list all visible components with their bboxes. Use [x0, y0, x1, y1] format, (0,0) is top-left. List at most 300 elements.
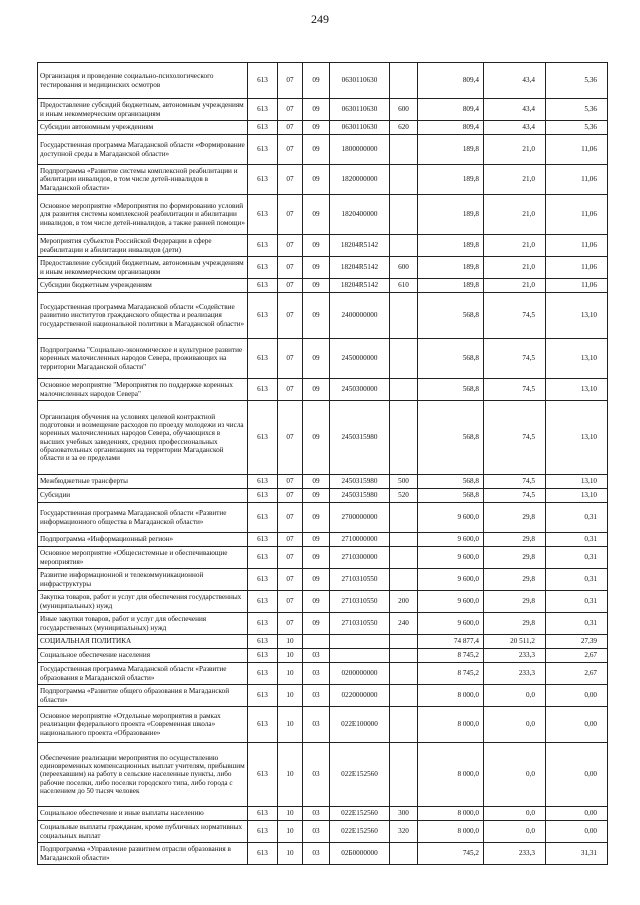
cell-csr: 022E152560 — [330, 821, 390, 843]
cell-g: 613 — [248, 591, 278, 613]
cell-b: 74,5 — [484, 401, 546, 475]
cell-name: Основное мероприятие «Общесистемные и обеспечивающие мероприятия» — [38, 547, 248, 569]
cell-a: 9 600,0 — [418, 547, 484, 569]
cell-s: 10 — [278, 843, 303, 865]
cell-c: 5,36 — [546, 99, 608, 121]
cell-name: СОЦИАЛЬНАЯ ПОЛИТИКА — [38, 635, 248, 649]
cell-p: 03 — [303, 649, 330, 663]
cell-s: 07 — [278, 613, 303, 635]
cell-c: 0,00 — [546, 707, 608, 743]
cell-name: Предоставление субсидий бюджетным, автономным учреждениям и иным некоммерческим организациям — [38, 257, 248, 279]
cell-a: 9 600,0 — [418, 569, 484, 591]
cell-g: 613 — [248, 293, 278, 339]
cell-name: Подпрограмма «Управление развитием отрасли образования в Магаданской области» — [38, 843, 248, 865]
cell-csr: 022E152560 — [330, 807, 390, 821]
table-row — [38, 503, 608, 533]
cell-vr — [390, 293, 418, 339]
cell-c: 0,00 — [546, 743, 608, 807]
cell-s: 07 — [278, 293, 303, 339]
cell-vr — [390, 401, 418, 475]
cell-vr — [390, 503, 418, 533]
cell-s: 10 — [278, 821, 303, 843]
cell-csr: 0200000000 — [330, 663, 390, 685]
table-row — [38, 569, 608, 591]
table-row — [38, 293, 608, 339]
cell-a: 9 600,0 — [418, 503, 484, 533]
cell-a: 8 745,2 — [418, 649, 484, 663]
cell-name: Подпрограмма «Развитие общего образования в Магаданской области» — [38, 685, 248, 707]
cell-b: 29,8 — [484, 547, 546, 569]
cell-a: 9 600,0 — [418, 591, 484, 613]
cell-c: 0,31 — [546, 591, 608, 613]
cell-a: 74 877,4 — [418, 635, 484, 649]
cell-g: 613 — [248, 821, 278, 843]
table-row — [38, 279, 608, 293]
cell-vr — [390, 235, 418, 257]
cell-name: Социальное обеспечение населения — [38, 649, 248, 663]
cell-s: 07 — [278, 135, 303, 165]
cell-vr: 520 — [390, 489, 418, 503]
cell-csr: 1800000000 — [330, 135, 390, 165]
cell-name: Закупка товаров, работ и услуг для обеспечения государственных (муниципальных) нужд — [38, 591, 248, 613]
cell-csr: 2450315980 — [330, 475, 390, 489]
cell-p: 09 — [303, 257, 330, 279]
cell-csr: 18204R5142 — [330, 235, 390, 257]
table-row — [38, 807, 608, 821]
cell-csr: 2450000000 — [330, 339, 390, 379]
cell-b: 74,5 — [484, 293, 546, 339]
cell-vr — [390, 63, 418, 99]
cell-g: 613 — [248, 807, 278, 821]
cell-csr: 0220000000 — [330, 685, 390, 707]
cell-b: 233,3 — [484, 663, 546, 685]
cell-b: 21,0 — [484, 165, 546, 195]
cell-vr — [390, 195, 418, 235]
cell-a: 568,8 — [418, 475, 484, 489]
cell-c: 27,39 — [546, 635, 608, 649]
cell-p: 09 — [303, 547, 330, 569]
cell-g: 613 — [248, 235, 278, 257]
cell-p: 09 — [303, 339, 330, 379]
cell-csr: 0630110630 — [330, 99, 390, 121]
cell-csr: 0630110630 — [330, 63, 390, 99]
cell-c: 11,06 — [546, 195, 608, 235]
cell-csr: 2450300000 — [330, 379, 390, 401]
cell-p: 09 — [303, 475, 330, 489]
cell-s: 07 — [278, 591, 303, 613]
cell-p: 03 — [303, 707, 330, 743]
cell-p: 09 — [303, 591, 330, 613]
cell-csr: 2710300000 — [330, 547, 390, 569]
cell-name: Государственная программа Магаданской области «Развитие образования в Магаданской области» — [38, 663, 248, 685]
table-row — [38, 63, 608, 99]
cell-c: 0,00 — [546, 807, 608, 821]
cell-b: 74,5 — [484, 489, 546, 503]
cell-p: 09 — [303, 293, 330, 339]
cell-name: Развитие информационной и телекоммуникационной инфраструктуры — [38, 569, 248, 591]
cell-g: 613 — [248, 503, 278, 533]
cell-p: 03 — [303, 821, 330, 843]
cell-a: 189,8 — [418, 165, 484, 195]
cell-name: Социальное обеспечение и иные выплаты населению — [38, 807, 248, 821]
cell-c: 13,10 — [546, 339, 608, 379]
cell-a: 8 000,0 — [418, 821, 484, 843]
cell-s: 07 — [278, 99, 303, 121]
cell-c: 11,06 — [546, 235, 608, 257]
table-row — [38, 257, 608, 279]
table-row — [38, 685, 608, 707]
cell-b: 0,0 — [484, 743, 546, 807]
cell-csr — [330, 635, 390, 649]
cell-s: 07 — [278, 379, 303, 401]
cell-p: 09 — [303, 195, 330, 235]
cell-vr: 240 — [390, 613, 418, 635]
cell-name: Субсидии автономным учреждениям — [38, 121, 248, 135]
cell-a: 568,8 — [418, 489, 484, 503]
cell-vr: 600 — [390, 99, 418, 121]
cell-s: 10 — [278, 707, 303, 743]
cell-s: 10 — [278, 807, 303, 821]
cell-a: 568,8 — [418, 379, 484, 401]
cell-csr: 02Б0000000 — [330, 843, 390, 865]
cell-g: 613 — [248, 533, 278, 547]
cell-g: 613 — [248, 195, 278, 235]
table-row — [38, 489, 608, 503]
cell-p: 09 — [303, 503, 330, 533]
cell-s: 07 — [278, 235, 303, 257]
cell-s: 07 — [278, 257, 303, 279]
cell-b: 20 511,2 — [484, 635, 546, 649]
cell-b: 0,0 — [484, 807, 546, 821]
cell-p: 09 — [303, 279, 330, 293]
cell-c: 0,31 — [546, 613, 608, 635]
cell-s: 10 — [278, 743, 303, 807]
table-row — [38, 339, 608, 379]
cell-name: Межбюджетные трансферты — [38, 475, 248, 489]
cell-vr — [390, 569, 418, 591]
cell-b: 74,5 — [484, 379, 546, 401]
cell-a: 189,8 — [418, 135, 484, 165]
cell-s: 10 — [278, 663, 303, 685]
cell-c: 0,00 — [546, 821, 608, 843]
cell-csr: 2450315980 — [330, 489, 390, 503]
cell-g: 613 — [248, 401, 278, 475]
cell-b: 29,8 — [484, 591, 546, 613]
cell-p: 03 — [303, 743, 330, 807]
cell-name: Иные закупки товаров, работ и услуг для обеспечения государственных (муниципальных) нужд — [38, 613, 248, 635]
cell-c: 11,06 — [546, 135, 608, 165]
cell-c: 13,10 — [546, 293, 608, 339]
cell-csr: 2400000000 — [330, 293, 390, 339]
cell-vr: 200 — [390, 591, 418, 613]
cell-name: Основное мероприятие «Отдельные мероприятия в рамках реализации федерального проекта «Современная школа» национального проекта «Образование» — [38, 707, 248, 743]
cell-c: 31,31 — [546, 843, 608, 865]
cell-c: 0,00 — [546, 685, 608, 707]
cell-name: Подпрограмма «Информационный регион» — [38, 533, 248, 547]
cell-csr: 022E100000 — [330, 707, 390, 743]
cell-c: 0,31 — [546, 547, 608, 569]
cell-vr: 620 — [390, 121, 418, 135]
cell-g: 613 — [248, 121, 278, 135]
cell-a: 809,4 — [418, 63, 484, 99]
cell-p: 09 — [303, 489, 330, 503]
cell-csr: 0630110630 — [330, 121, 390, 135]
cell-csr: 2710310550 — [330, 591, 390, 613]
cell-name: Предоставление субсидий бюджетным, автономным учреждениям и иным некоммерческим организациям — [38, 99, 248, 121]
cell-g: 613 — [248, 649, 278, 663]
cell-b: 233,3 — [484, 843, 546, 865]
cell-g: 613 — [248, 489, 278, 503]
cell-s: 07 — [278, 339, 303, 379]
cell-vr — [390, 663, 418, 685]
cell-csr: 2710000000 — [330, 533, 390, 547]
cell-p: 09 — [303, 235, 330, 257]
cell-a: 8 000,0 — [418, 743, 484, 807]
cell-g: 613 — [248, 569, 278, 591]
cell-b: 29,8 — [484, 569, 546, 591]
cell-c: 11,06 — [546, 279, 608, 293]
cell-c: 13,10 — [546, 379, 608, 401]
cell-s: 07 — [278, 195, 303, 235]
cell-b: 0,0 — [484, 685, 546, 707]
cell-vr — [390, 707, 418, 743]
cell-csr: 022E152560 — [330, 743, 390, 807]
cell-vr — [390, 843, 418, 865]
table-row — [38, 401, 608, 475]
cell-b: 43,4 — [484, 63, 546, 99]
cell-a: 189,8 — [418, 257, 484, 279]
cell-name: Подпрограмма "Социально-экономическое и культурное развитие коренных малочисленных народов Севера, проживающих на территории Магаданской области" — [38, 339, 248, 379]
cell-g: 613 — [248, 743, 278, 807]
cell-c: 0,31 — [546, 503, 608, 533]
cell-g: 613 — [248, 135, 278, 165]
cell-a: 189,8 — [418, 235, 484, 257]
cell-g: 613 — [248, 379, 278, 401]
cell-b: 29,8 — [484, 503, 546, 533]
table-row — [38, 135, 608, 165]
cell-c: 13,10 — [546, 475, 608, 489]
cell-csr: 18204R5142 — [330, 279, 390, 293]
cell-csr: 18204R5142 — [330, 257, 390, 279]
cell-b: 43,4 — [484, 121, 546, 135]
cell-vr: 610 — [390, 279, 418, 293]
cell-p: 09 — [303, 121, 330, 135]
cell-a: 8 000,0 — [418, 707, 484, 743]
cell-vr — [390, 685, 418, 707]
cell-name: Государственная программа Магаданской области «Развитие информационного общества в Магаданской области» — [38, 503, 248, 533]
cell-name: Мероприятия субъектов Российской Федерации в сфере реабилитации и абилитации инвалидов (дети) — [38, 235, 248, 257]
cell-a: 189,8 — [418, 279, 484, 293]
cell-s: 07 — [278, 547, 303, 569]
cell-b: 0,0 — [484, 707, 546, 743]
cell-c: 11,06 — [546, 165, 608, 195]
cell-b: 29,8 — [484, 613, 546, 635]
cell-s: 07 — [278, 279, 303, 293]
cell-p: 03 — [303, 807, 330, 821]
budget-table — [37, 62, 608, 865]
cell-csr: 1820400000 — [330, 195, 390, 235]
cell-p: 09 — [303, 533, 330, 547]
cell-p: 09 — [303, 63, 330, 99]
cell-name: Обеспечение реализации мероприятия по осуществлению единовременных компенсационных выплат учителям, прибывшим (переехавшим) на работу в сельские населенные пункты, либо рабочие поселки, либо поселки городского типа, либо города с населением до 50 тысяч человек — [38, 743, 248, 807]
cell-s: 07 — [278, 121, 303, 135]
table-row — [38, 533, 608, 547]
table-row — [38, 475, 608, 489]
cell-a: 809,4 — [418, 121, 484, 135]
cell-name: Субсидии — [38, 489, 248, 503]
cell-vr — [390, 339, 418, 379]
cell-a: 568,8 — [418, 339, 484, 379]
cell-c: 13,10 — [546, 401, 608, 475]
cell-s: 07 — [278, 475, 303, 489]
cell-p: 09 — [303, 379, 330, 401]
cell-vr — [390, 547, 418, 569]
cell-p: 09 — [303, 401, 330, 475]
cell-name: Организация и проведение социально-психологического тестирования и медицинских осмотров — [38, 63, 248, 99]
cell-g: 613 — [248, 257, 278, 279]
cell-b: 21,0 — [484, 135, 546, 165]
cell-g: 613 — [248, 475, 278, 489]
cell-a: 9 600,0 — [418, 533, 484, 547]
cell-vr: 500 — [390, 475, 418, 489]
cell-p: 03 — [303, 843, 330, 865]
cell-b: 74,5 — [484, 475, 546, 489]
budget-table-wrap — [37, 62, 607, 865]
cell-p: 03 — [303, 663, 330, 685]
cell-csr: 2450315980 — [330, 401, 390, 475]
cell-a: 809,4 — [418, 99, 484, 121]
cell-b: 21,0 — [484, 235, 546, 257]
table-row — [38, 743, 608, 807]
cell-a: 9 600,0 — [418, 613, 484, 635]
cell-s: 07 — [278, 503, 303, 533]
cell-vr — [390, 379, 418, 401]
cell-a: 568,8 — [418, 293, 484, 339]
cell-c: 2,67 — [546, 649, 608, 663]
table-row — [38, 663, 608, 685]
cell-g: 613 — [248, 99, 278, 121]
table-row — [38, 99, 608, 121]
cell-name: Основное мероприятие "Мероприятия по поддержке коренных малочисленных народов Севера" — [38, 379, 248, 401]
cell-vr — [390, 533, 418, 547]
cell-p — [303, 635, 330, 649]
cell-name: Социальные выплаты гражданам, кроме публичных нормативных социальных выплат — [38, 821, 248, 843]
cell-name: Субсидии бюджетным учреждениям — [38, 279, 248, 293]
cell-name: Государственная программа Магаданской области «Формирование доступной среды в Магаданской области» — [38, 135, 248, 165]
cell-name: Подпрограмма «Развитие системы комплексной реабилитации и абилитации инвалидов, в том числе детей-инвалидов в Магаданской области» — [38, 165, 248, 195]
cell-s: 10 — [278, 635, 303, 649]
cell-c: 11,06 — [546, 257, 608, 279]
cell-g: 613 — [248, 685, 278, 707]
cell-s: 07 — [278, 569, 303, 591]
cell-a: 745,2 — [418, 843, 484, 865]
cell-p: 09 — [303, 135, 330, 165]
cell-a: 568,8 — [418, 401, 484, 475]
cell-name: Основное мероприятие «Мероприятия по формированию условий для развития системы комплексной реабилитации и абилитации инвалидов, в том числе детей-инвалидов, а также ранней помощи» — [38, 195, 248, 235]
table-row — [38, 707, 608, 743]
cell-s: 10 — [278, 649, 303, 663]
table-row — [38, 821, 608, 843]
cell-g: 613 — [248, 843, 278, 865]
cell-p: 09 — [303, 613, 330, 635]
cell-g: 613 — [248, 707, 278, 743]
cell-g: 613 — [248, 339, 278, 379]
cell-p: 09 — [303, 569, 330, 591]
cell-c: 13,10 — [546, 489, 608, 503]
cell-c: 5,36 — [546, 63, 608, 99]
table-row — [38, 843, 608, 865]
cell-p: 09 — [303, 165, 330, 195]
cell-a: 8 000,0 — [418, 807, 484, 821]
cell-vr: 600 — [390, 257, 418, 279]
table-row — [38, 165, 608, 195]
table-row — [38, 379, 608, 401]
cell-s: 10 — [278, 685, 303, 707]
cell-a: 8 000,0 — [418, 685, 484, 707]
cell-s: 07 — [278, 489, 303, 503]
cell-g: 613 — [248, 663, 278, 685]
cell-csr: 2710310550 — [330, 569, 390, 591]
cell-a: 8 745,2 — [418, 663, 484, 685]
table-row — [38, 235, 608, 257]
cell-vr: 300 — [390, 807, 418, 821]
page-number: 249 — [311, 12, 329, 26]
cell-vr — [390, 649, 418, 663]
cell-g: 613 — [248, 613, 278, 635]
cell-vr — [390, 635, 418, 649]
cell-s: 07 — [278, 165, 303, 195]
cell-c: 0,31 — [546, 533, 608, 547]
cell-name: Государственная программа Магаданской области «Содействие развитию институтов гражданского общества и реализация государственной национальной политики в Магаданской области» — [38, 293, 248, 339]
cell-p: 03 — [303, 685, 330, 707]
cell-b: 43,4 — [484, 99, 546, 121]
cell-csr: 2700000000 — [330, 503, 390, 533]
cell-b: 29,8 — [484, 533, 546, 547]
table-row — [38, 195, 608, 235]
cell-b: 21,0 — [484, 257, 546, 279]
table-row — [38, 635, 608, 649]
cell-b: 74,5 — [484, 339, 546, 379]
cell-c: 5,36 — [546, 121, 608, 135]
cell-g: 613 — [248, 63, 278, 99]
cell-g: 613 — [248, 279, 278, 293]
cell-g: 613 — [248, 635, 278, 649]
cell-csr — [330, 649, 390, 663]
cell-b: 21,0 — [484, 279, 546, 293]
cell-csr: 2710310550 — [330, 613, 390, 635]
cell-b: 0,0 — [484, 821, 546, 843]
cell-b: 21,0 — [484, 195, 546, 235]
table-row — [38, 613, 608, 635]
cell-c: 0,31 — [546, 569, 608, 591]
cell-a: 189,8 — [418, 195, 484, 235]
cell-name: Организация обучения на условиях целевой контрактной подготовки и возмещение расходов по проезду молодежи из числа коренных малочисленных народов Севера, обучающихся в высших учебных заведениях, средних профессиональных образовательных организациях на территории Магаданской области и за ее пределами — [38, 401, 248, 475]
cell-s: 07 — [278, 533, 303, 547]
table-body — [38, 63, 608, 865]
cell-vr — [390, 135, 418, 165]
cell-b: 233,3 — [484, 649, 546, 663]
cell-vr — [390, 743, 418, 807]
cell-vr — [390, 165, 418, 195]
cell-g: 613 — [248, 165, 278, 195]
table-row — [38, 591, 608, 613]
cell-s: 07 — [278, 401, 303, 475]
table-row — [38, 547, 608, 569]
cell-p: 09 — [303, 99, 330, 121]
table-row — [38, 649, 608, 663]
cell-g: 613 — [248, 547, 278, 569]
cell-s: 07 — [278, 63, 303, 99]
